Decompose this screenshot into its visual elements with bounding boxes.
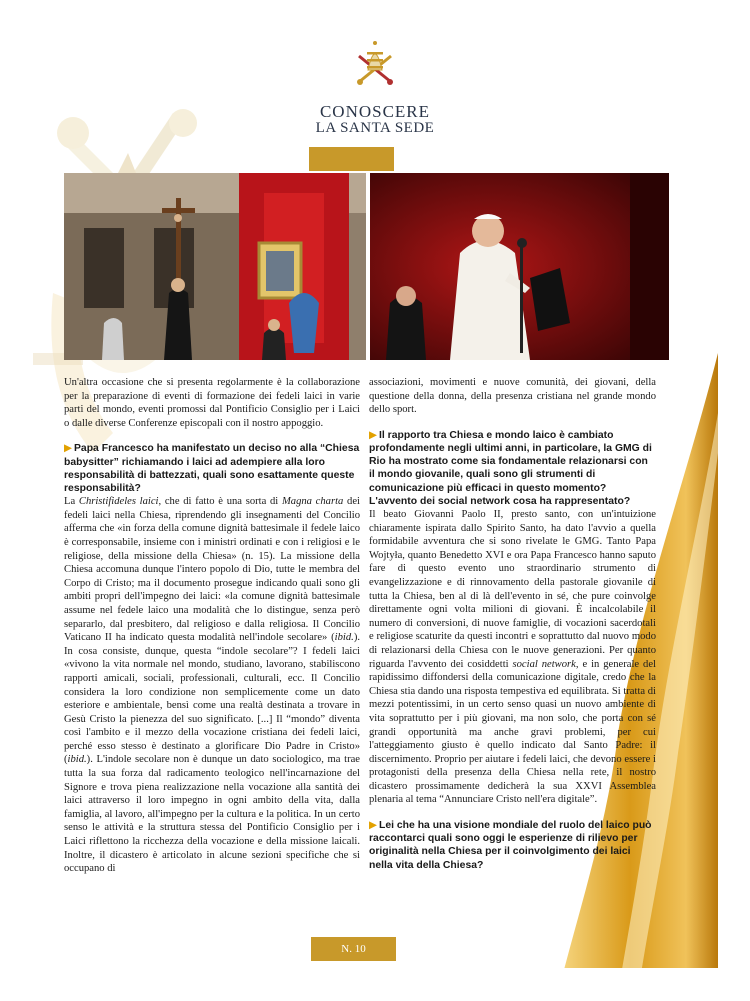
text-run: ). L'indole secolare non è dunque un dato sociologico, ma trae tutta la sua forza dal radicamento teologico nell'incarnazione del Signore e trova piena realizzazione nella vocazione alla santità dei laici attraverso il loro impegno in ogni ambito della vita, dalla famiglia, al lavoro, all'impegno per la cultura e la politica. In un certo senso le attività e la struttura stessa del Pontificio Consiglio per i Laici riflettono la ricchezza della vocazione e della missione laicali. Inoltre, il dicastero è articolato in alcune sezioni specifiche che si occupano di — [64, 754, 360, 875]
question-text: Il rapporto tra Chiesa e mondo laico è cambiato profondamente negli ultimi anni, in particolare, la GMG di Rio ha mostrato come sia fondamentale relazionarsi con il mondo giovanile, quali sono gli strumenti di comunicazione più efficaci in questo momento? L'avvento dei social network cosa ha rappresentato? — [369, 429, 652, 507]
italic-term: Magna charta — [281, 496, 344, 508]
arrow-bullet-icon: ▶ — [369, 820, 377, 832]
question-text: Papa Francesco ha manifestato un deciso no alla “Chiesa babysitter” richiamando i laici ad adempiere alla loro responsabilità di battezzati, quali sono esattamente queste responsabilità? — [64, 443, 360, 494]
masthead-title-line2: LA SANTA SEDE — [315, 120, 435, 136]
text-run: Il beato Giovanni Paolo II, presto santo, con un'intuizione chiaramente ispirata dallo Spirito Santo, ha dato l'avvio a quella formidabile avventura che si sono rivelate le GMG. Tanto Papa Wojtyła, quanto Benedetto XVI e ora Papa Francesco hanno saputo fare di questo evento uno straordinario strumento di evangelizzazione e di rinnovamento della pastorale giovanile di tutta la Chiesa, ben al di là dell'evento in sé, che pure coinvolge direttamente ogni volta milioni di giovani. È incalcolabile il numero di conversioni, di nuove famiglie, di vocazioni sacerdotali e religiose scaturite da questi incontri e soprattutto dal nuovo modo di relazionarsi della Chiesa con le nuove generazioni. Per quanto riguarda l'avvento dei cosiddetti — [369, 509, 656, 670]
italic-term: social network — [512, 658, 576, 670]
article-column-left — [64, 376, 360, 876]
italic-ref: ibid. — [334, 632, 354, 644]
interview-question — [64, 442, 360, 495]
papal-tiara-keys-icon — [355, 40, 395, 86]
photo-procession — [64, 173, 366, 360]
text-run: La — [64, 496, 79, 508]
arrow-bullet-icon: ▶ — [64, 443, 72, 455]
paragraph: associazioni, movimenti e nuove comunità, dei giovani, della questione della donna, della presenza cristiana nel grande mondo dello sport. — [369, 377, 656, 416]
text-run: dei fedeli laici nella Chiesa, riprendendo gli insegnamenti del Concilio afferma che «in forza della comune dignità battesimale il fedele laico è corresponsabile, insieme con i ministri ordinati e con i religiosi e le religiose, della missione della Chiesa» (n. 15). La missione della Chiesa accomuna dunque l'intero popolo di Dio, tutte le membra del Corpo di Cristo; ma il documento prosegue indicando quali sono gli ambiti propri dell'impegno dei laici: «la comune dignità battesimale assume nel fedele laico una modalità che lo distingue, senza però separarlo, dal presbitero, dal religioso e dalla religiosa. Il Concilio Vaticano II ha indicato questa modalità nell'indole secolare» ( — [64, 496, 360, 644]
masthead-title-line1: CONOSCERE — [319, 102, 431, 121]
page-number: N. 10 — [311, 937, 396, 961]
italic-ref: ibid. — [67, 754, 87, 766]
question-text: Lei che ha una visione mondiale del ruolo del laico può raccontarci quali sono oggi le esperienze di rilievo per originalità nella Chiesa per il coinvolgimento dei laici nella vita della Chiesa? — [369, 820, 652, 871]
italic-title: Christifideles laici — [78, 496, 159, 508]
masthead-gold-bar — [309, 147, 394, 171]
interview-question — [369, 429, 656, 508]
text-run: , che di fatto è una sorta di — [158, 496, 282, 508]
masthead — [0, 40, 750, 137]
article-column-right — [369, 376, 656, 872]
text-run: ). In cosa consiste, dunque, questa “indole secolare”? I fedeli laici «vivono la vita normale nel mondo, studiano, lavorano, stabiliscono rapporti amicali, sociali, professionali, culturali, ecc. Il Concilio considera la loro condizione non semplicemente come un dato esteriore e ambientale, bensì come una realtà destinata a trovare in Gesù Cristo la pienezza del suo significato. [...] Il “mondo” diventa così l'ambito e il mezzo della vocazione cristiana dei fedeli laici, perché esso stesso è destinato a glorificare Dio Padre in Cristo» ( — [64, 632, 360, 766]
photo-pope-speaking — [370, 173, 669, 360]
paragraph: Un'altra occasione che si presenta regolarmente è la collaborazione per la preparazione di eventi di formazione dei fedeli laici in varie parti del mondo, eventi promossi dal Pontificio Consiglio per i Laici o dalle diverse Conferenze episcopali con il nostro appoggio. — [64, 377, 360, 429]
paragraph-answer — [64, 495, 360, 876]
text-run: , e in generale del rapidissimo diffondersi della comunicazione digitale, credo che la Chiesa stia dando una risposta tempestiva ed equilibrata. Si tratta di mezzi potentissimi, in un certo senso quasi un nuovo ambiente di vita soprattutto per i più giovani, ma non solo, che porta con sé grandi opportunità ma anche gravi problemi, per cui l'atteggiamento giusto è quello indicato dal Santo Padre: il discernimento. Proprio per aiutare i fedeli laici, che devono essere i protagonisti della presenza della Chiesa nella rete, il nostro dicastero prossimamente dedicherà la sua XXVI Assemblea plenaria al tema “Annunciare Cristo nell'era digitale”. — [369, 658, 656, 806]
interview-question — [369, 819, 656, 872]
paragraph-answer — [369, 508, 656, 807]
arrow-bullet-icon: ▶ — [369, 429, 377, 441]
